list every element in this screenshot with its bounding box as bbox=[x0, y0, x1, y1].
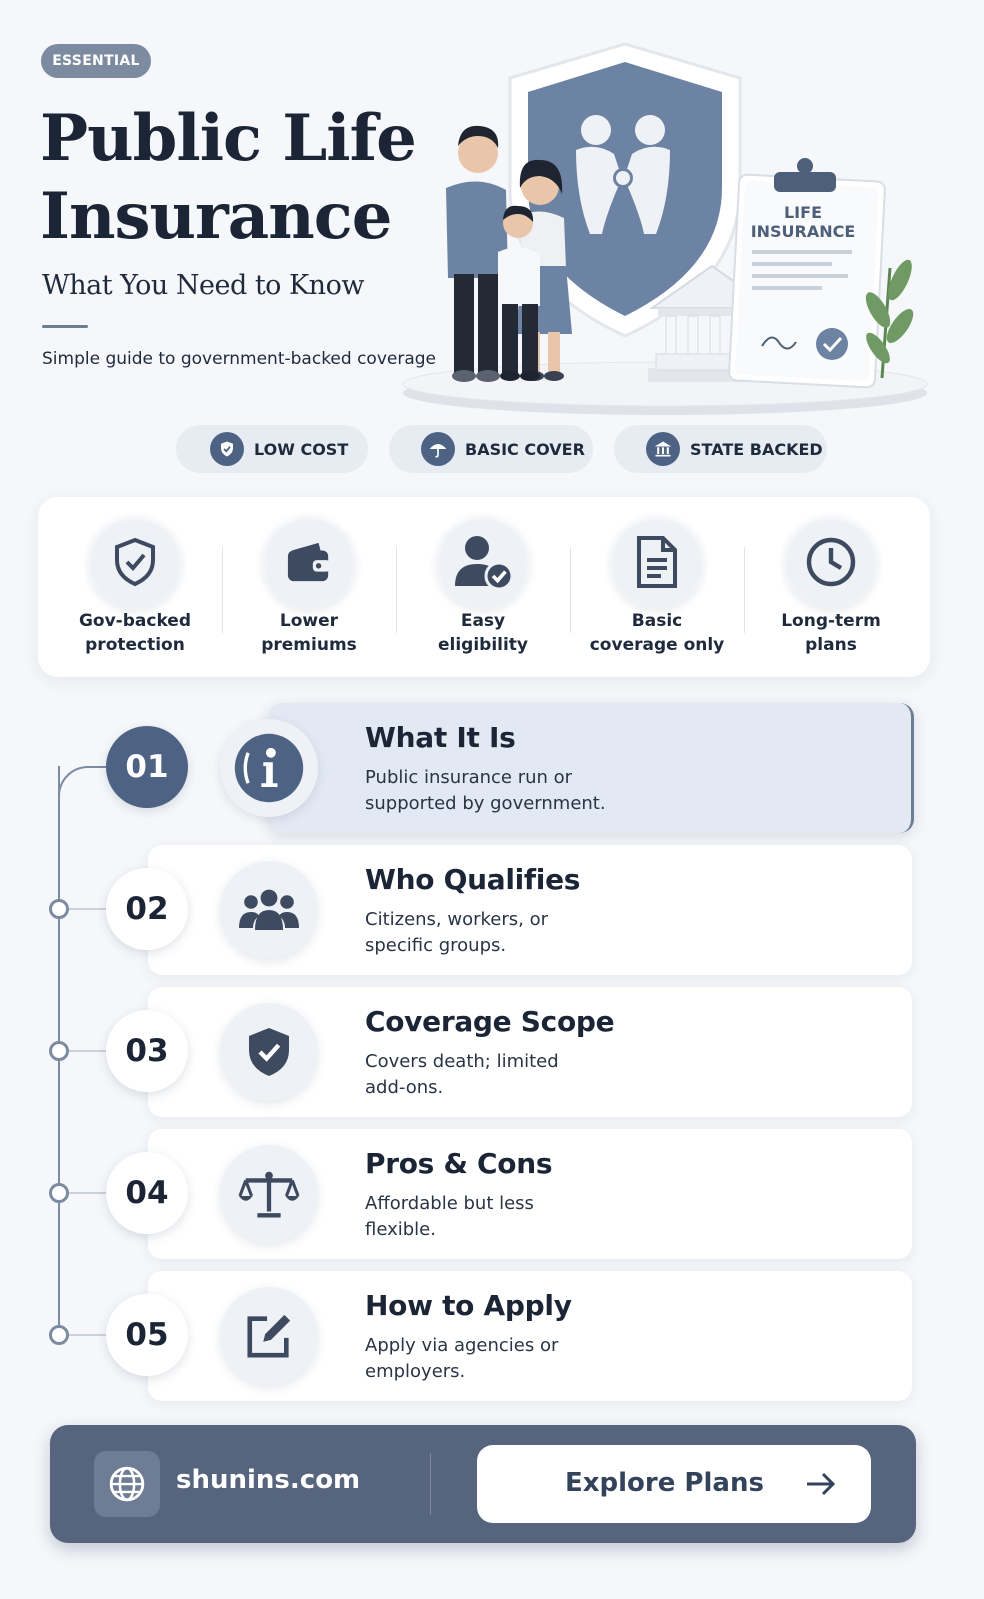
footer-divider bbox=[430, 1453, 431, 1515]
check-seal-icon bbox=[816, 328, 848, 360]
step-what-it-is bbox=[0, 703, 984, 833]
feature-label: Lower premiums bbox=[261, 611, 357, 655]
pill-basic-cover bbox=[389, 425, 593, 473]
step-description: Apply via agencies or employers. bbox=[365, 1335, 559, 1382]
cta-label: Explore Plans bbox=[565, 1468, 764, 1498]
feature-icon-circle bbox=[88, 515, 182, 609]
explore-plans-button[interactable] bbox=[477, 1445, 871, 1523]
step-title: How to Apply bbox=[365, 1289, 572, 1322]
step-number: 04 bbox=[106, 1152, 188, 1234]
step-number: 03 bbox=[106, 1010, 188, 1092]
website-link[interactable]: shunins.com bbox=[176, 1465, 361, 1495]
benefit-pills bbox=[0, 425, 984, 473]
clock-icon bbox=[805, 536, 857, 588]
essential-badge: ESSENTIAL bbox=[41, 44, 151, 78]
tagline: Simple guide to government-backed coverage bbox=[42, 349, 437, 369]
step-title: Coverage Scope bbox=[365, 1005, 615, 1038]
edit-icon bbox=[244, 1311, 294, 1361]
step-icon-circle bbox=[220, 1287, 318, 1385]
umbrella-icon bbox=[421, 432, 455, 466]
shield-check-icon bbox=[210, 432, 244, 466]
pill-label: STATE BACKED bbox=[690, 439, 823, 459]
clipboard-title-1: LIFE bbox=[783, 203, 823, 222]
step-icon-circle bbox=[220, 861, 318, 959]
shield-check-icon bbox=[111, 536, 159, 588]
clipboard-document bbox=[729, 158, 886, 388]
step-title: What It Is bbox=[365, 721, 516, 754]
page-subtitle: What You Need to Know bbox=[42, 270, 364, 301]
feature-gov-backed bbox=[48, 497, 222, 677]
feature-lower-premiums bbox=[222, 497, 396, 677]
timeline-dot bbox=[49, 1183, 69, 1203]
document-icon bbox=[635, 534, 679, 590]
step-description: Public insurance run or supported by government. bbox=[365, 767, 606, 814]
features-card bbox=[38, 497, 930, 677]
step-who-qualifies bbox=[0, 845, 984, 975]
shield-check-icon bbox=[245, 1026, 293, 1078]
pill-label: BASIC COVER bbox=[465, 439, 585, 459]
feature-icon-circle bbox=[610, 515, 704, 609]
user-check-icon bbox=[453, 534, 513, 590]
feature-easy-eligibility bbox=[396, 497, 570, 677]
pill-low-cost bbox=[176, 425, 368, 473]
title-line-1: Public Life bbox=[40, 101, 416, 176]
hero-illustration bbox=[400, 18, 940, 418]
step-pros-cons bbox=[0, 1129, 984, 1259]
step-coverage-scope bbox=[0, 987, 984, 1117]
step-icon-circle bbox=[220, 1003, 318, 1101]
page-title bbox=[40, 100, 416, 256]
title-line-2: Insurance bbox=[40, 179, 392, 254]
scales-icon bbox=[238, 1168, 300, 1220]
bank-icon bbox=[646, 432, 680, 466]
pill-state-backed bbox=[614, 425, 827, 473]
step-title: Who Qualifies bbox=[365, 863, 581, 896]
feature-label: Basic coverage only bbox=[589, 611, 725, 655]
step-number: 01 bbox=[106, 726, 188, 808]
step-title: Pros & Cons bbox=[365, 1147, 553, 1180]
feature-icon-circle bbox=[784, 515, 878, 609]
feature-long-term bbox=[744, 497, 918, 677]
feature-icon-circle bbox=[436, 515, 530, 609]
step-icon-circle bbox=[220, 1145, 318, 1243]
feature-icon-circle bbox=[262, 515, 356, 609]
info-icon bbox=[231, 730, 307, 806]
feature-label: Long-term plans bbox=[781, 611, 881, 655]
globe-icon bbox=[94, 1451, 160, 1517]
step-number: 02 bbox=[106, 868, 188, 950]
people-icon bbox=[237, 888, 301, 932]
arrow-right-icon bbox=[805, 1470, 837, 1498]
wallet-icon bbox=[284, 539, 334, 585]
footer-bar bbox=[50, 1425, 916, 1543]
step-description: Citizens, workers, or specific groups. bbox=[365, 909, 549, 956]
step-description: Affordable but less flexible. bbox=[365, 1193, 534, 1240]
step-how-to-apply bbox=[0, 1271, 984, 1401]
clipboard-title-2: INSURANCE bbox=[750, 222, 856, 241]
timeline-dot bbox=[49, 899, 69, 919]
timeline-dot bbox=[49, 1041, 69, 1061]
feature-label: Gov-backed protection bbox=[78, 611, 192, 655]
step-icon-circle bbox=[220, 719, 318, 817]
step-number: 05 bbox=[106, 1294, 188, 1376]
feature-basic-coverage bbox=[570, 497, 744, 677]
pill-label: LOW COST bbox=[254, 439, 349, 459]
timeline-dot bbox=[49, 1325, 69, 1345]
feature-label: Easy eligibility bbox=[437, 611, 529, 655]
step-description: Covers death; limited add-ons. bbox=[365, 1051, 559, 1098]
title-divider bbox=[42, 325, 88, 328]
